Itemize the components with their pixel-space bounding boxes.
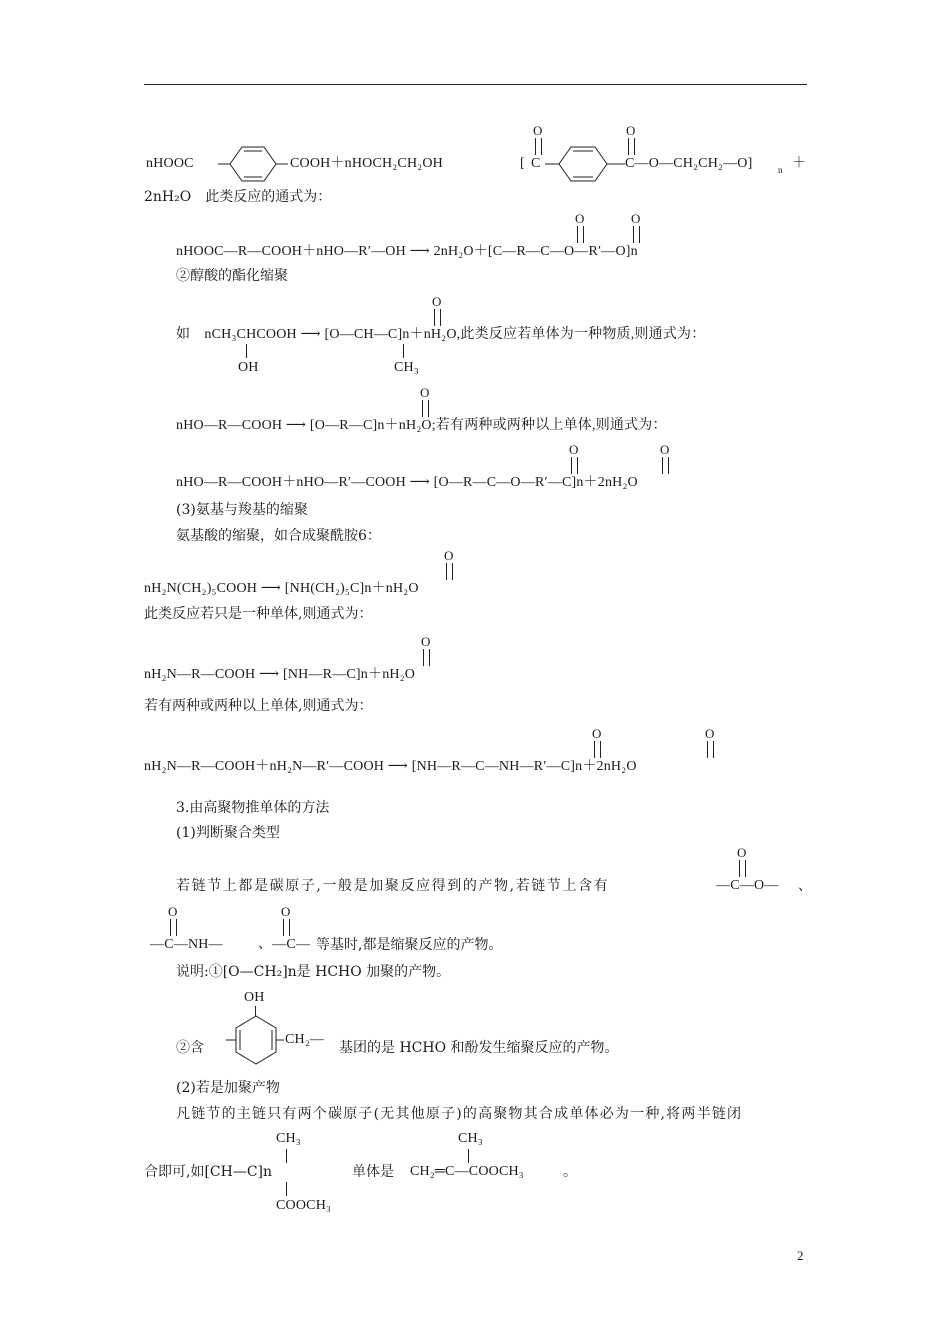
phenol-ring-icon [226, 1014, 286, 1074]
text-line: 凡链节的主链只有两个碳原子(无其他原子)的高聚物其合成单体必为一种,将两半链闭 [176, 1106, 743, 1122]
text-line: 氨基酸的缩聚，如合成聚酰胺6： [176, 528, 381, 544]
section-heading: (1)判断聚合类型 [176, 825, 280, 841]
text-line: 说明:①[O—CH₂]n是 HCHO 加聚的产物。 [176, 964, 451, 980]
text-line: 若链节上都是碳原子,一般是加聚反应得到的产物,若链节上含有 [176, 878, 610, 894]
reactant-label: nHOOC [146, 156, 194, 171]
equation-diacid-diol: nHOOC—R—COOH＋nHO—R′—OH ⟶ 2nH₂O＋[C—R—C—O—R′—O]n [176, 244, 638, 259]
equation-hydroxyacid: nHO—R—COOH ⟶ [O—R—C]n＋nH₂O;若有两种或两种以上单体,则通式为： [176, 418, 667, 433]
page-number: 2 [797, 1248, 804, 1263]
section-heading: ②醇酸的酯化缩聚 [176, 268, 288, 284]
equation-two-aminoacids: nH₂N—R—COOH＋nH₂N—R′—COOH ⟶ [NH—R—C—NH—R′—C]n＋2nH₂O [144, 759, 637, 774]
text-line: 此类反应若只是一种单体,则通式为： [144, 606, 373, 622]
text-line: 2nH₂O 此类反应的通式为： [144, 189, 332, 205]
benzene-ring-icon [218, 143, 288, 183]
equation-two-hydroxyacids: nHO—R—COOH＋nHO—R′—COOH ⟶ [O—R—C—O—R′—C]n＋2nH₂O [176, 475, 638, 490]
section-heading: (2)若是加聚产物 [176, 1080, 280, 1096]
text-line: 若有两种或两种以上单体,则通式为： [144, 698, 373, 714]
header-rule [144, 84, 807, 85]
equation-aminoacid: nH₂N—R—COOH ⟶ [NH—R—C]n＋nH₂O [144, 667, 416, 682]
section-heading: (3)氨基与羧基的缩聚 [176, 502, 308, 518]
benzene-ring-icon [545, 143, 625, 183]
equation-nylon6: nH₂N(CH₂)₅COOH ⟶ [NH(CH₂)₅C]n＋nH₂O [144, 581, 419, 596]
equation-lactic: 如 nCH₃CHCOOH ⟶ [O—CH—C]n＋nH₂O,此类反应若单体为一种物质,则通式为： [176, 327, 706, 342]
reactant-label: COOH＋nHOCH₂CH₂OH [290, 156, 443, 171]
section-heading: 3.由高聚物推单体的方法 [176, 800, 330, 816]
